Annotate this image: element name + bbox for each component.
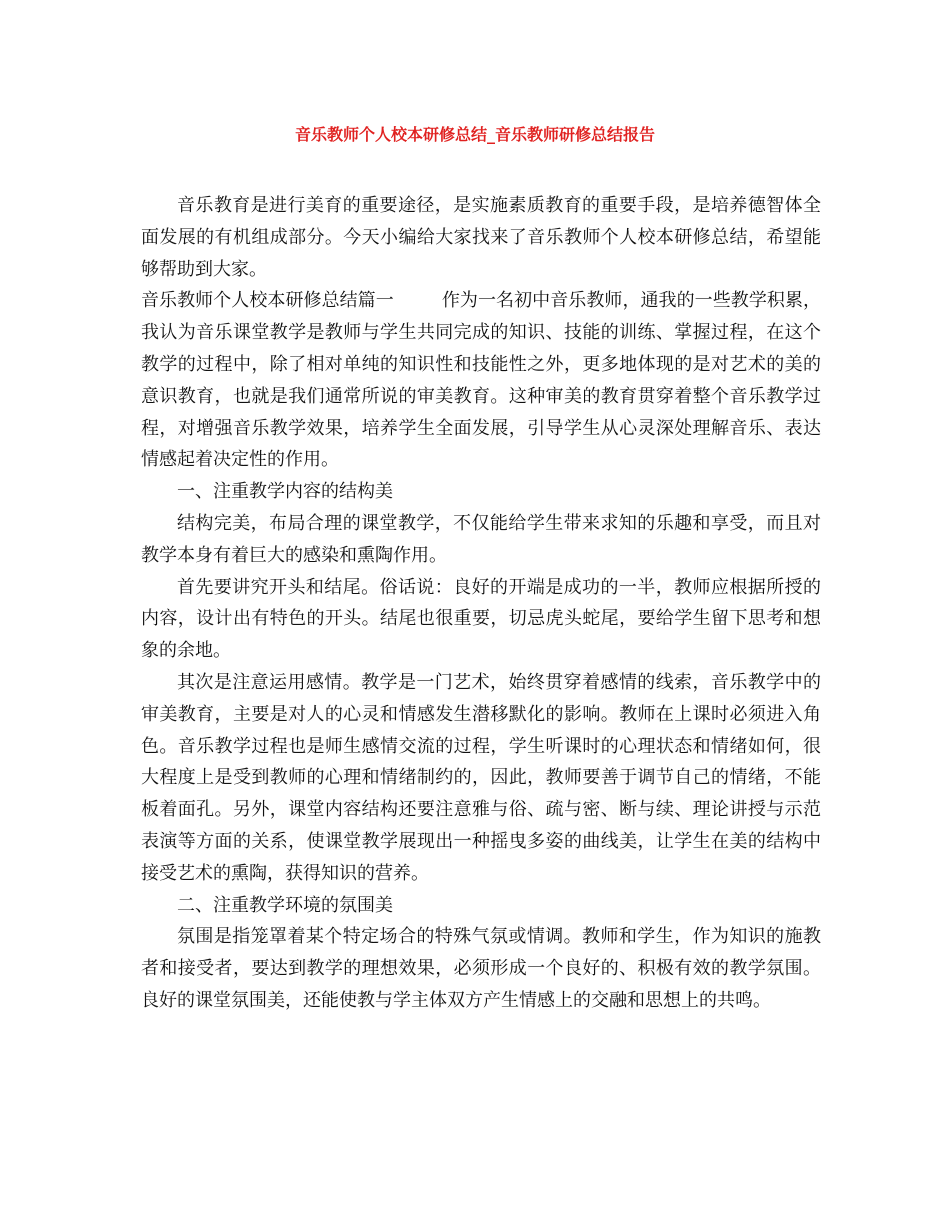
paragraph-structure: 结构完美，布局合理的课堂教学，不仅能给学生带来求知的乐趣和享受，而且对教学本身有着巨大的感染和熏陶作用。	[141, 512, 821, 566]
document-body	[141, 190, 821, 1017]
section-paragraph	[141, 285, 821, 476]
paragraph-emotion: 其次是注意运用感情。教学是一门艺术，始终贯穿着感情的线索，音乐教学中的审美教育，主要是对人的心灵和情感发生潜移默化的影响。教师在上课时必须进入角色。音乐教学过程也是师生感情交流的过程，学生听课时的心理状态和情绪如何，很大程度上是受到教师的心理和情绪制约的，因此，教师要善于调节自己的情绪，不能板着面孔。另外，课堂内容结构还要注意雅与俗、疏与密、断与续、理论讲授与示范表演等方面的关系，使课堂教学展现出一种摇曳多姿的曲线美，让学生在美的结构中接受艺术的熏陶，获得知识的营养。	[141, 671, 821, 884]
paragraph-opening-ending: 首先要讲究开头和结尾。俗话说：良好的开端是成功的一半，教师应根据所授的内容，设计出有特色的开头。结尾也很重要，切忌虎头蛇尾，要给学生留下思考和想象的余地。	[141, 576, 821, 662]
paragraph-atmosphere: 氛围是指笼罩着某个特定场合的特殊气氛或情调。教师和学生，作为知识的施教者和接受者，要达到教学的理想效果，必须形成一个良好的、积极有效的教学氛围。良好的课堂氛围美，还能使教与学主体双方产生情感上的交融和思想上的共鸣。	[141, 926, 821, 1011]
document-title: 音乐教师个人校本研修总结_音乐教师研修总结报告	[294, 125, 655, 144]
heading-atmosphere: 二、注重教学环境的氛围美	[177, 894, 393, 916]
section-title: 音乐教师个人校本研修总结篇一	[141, 290, 394, 312]
intro-paragraph: 音乐教育是进行美育的重要途径，是实施素质教育的重要手段，是培养德智体全面发展的有机组成部分。今天小编给大家找来了音乐教师个人校本研修总结，希望能够帮助到大家。	[141, 195, 821, 280]
section-body: 作为一名初中音乐教师，通我的一些教学积累，我认为音乐课堂教学是教师与学生共同完成的知识、技能的训练、掌握过程，在这个教学的过程中，除了相对单纯的知识性和技能性之外，更多地体现的是对艺术的美的意识教育，也就是我们通常所说的审美教育。这种审美的教育贯穿着整个音乐教学过程，对增强音乐教学效果，培养学生全面发展，引导学生从心灵深处理解音乐、表达情感起着决定性的作用。	[141, 290, 822, 471]
heading-structure: 一、注重教学内容的结构美	[177, 481, 393, 503]
